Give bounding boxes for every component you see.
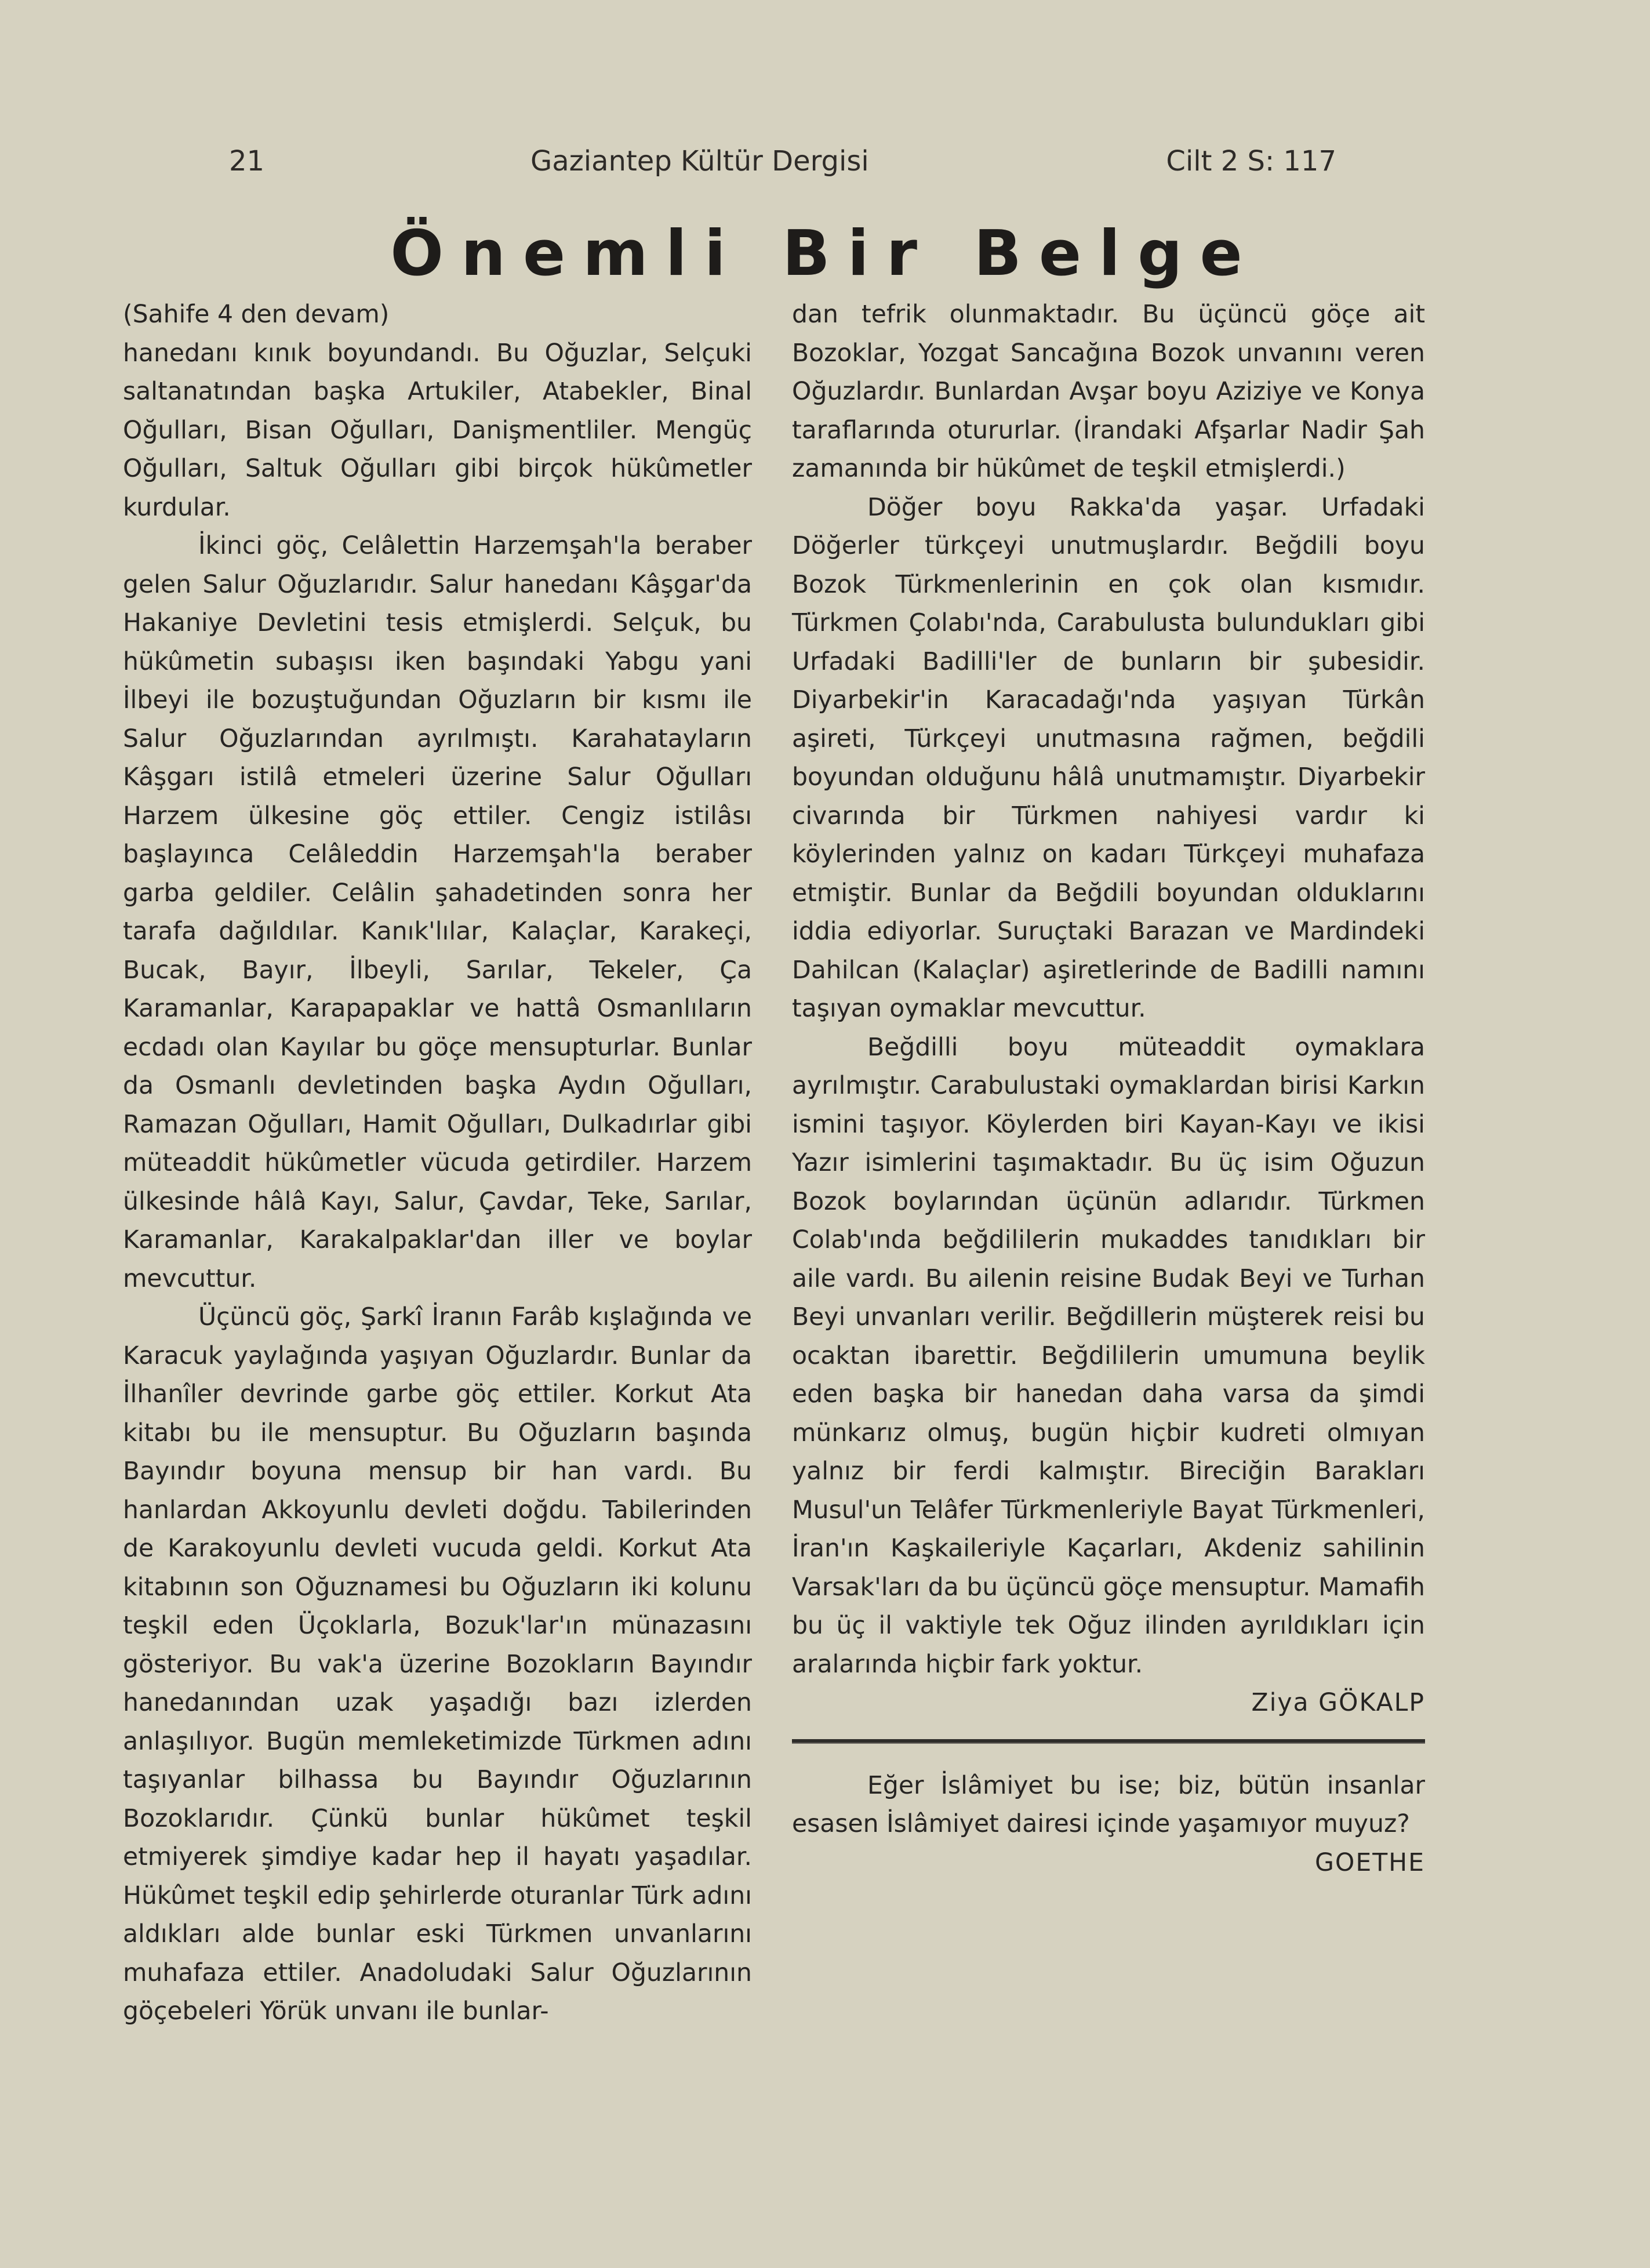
continued-note: (Sahife 4 den devam) <box>123 300 390 329</box>
journal-name: Gaziantep Kültür Dergisi <box>530 145 869 177</box>
page-header <box>229 145 1336 197</box>
divider-rule <box>792 1739 1425 1744</box>
paragraph: İkinci göç, Celâlettin Harzemşah'la beraber gelen Salur Oğuzlarıdır. Salur hanedanı Kâşgar'da Hakaniye Devletini tesis etmişlerdi. Selçuk, bu hükûmetin subaşısı iken başındaki Yabgu yani İlbeyi ile bozuştuğundan Oğuzların bir kısmı ile Salur Oğuzlarından ayrılmıştı. Karahatayların Kâşgarı istilâ etmeleri üzerine Salur Oğulları Harzem ülkesine göç ettiler. Cengiz istilâsı başlayınca Celâleddin Harzemşah'la beraber garba geldiler. Celâlin şahadetinden sonra her tarafa dağıldılar. Kanık'lılar, Kalaçlar, Karakeçi, Bucak, Bayır, İlbeyli, Sarılar, Tekeler, Ça Karamanlar, Karapapaklar ve hattâ Osmanlıların ecdadı olan Kayılar bu göçe mensupturlar. Bunlar da Osmanlı devletinden başka Aydın Oğulları, Ramazan Oğulları, Hamit Oğulları, Dulkadırlar gibi müteaddit hükûmetler vücuda getirdiler. Harzem ülkesinde hâlâ Kayı, Salur, Çavdar, Teke, Sarılar, Karamanlar, Karakalpaklar'dan iller ve boylar mevcuttur. <box>123 532 752 1293</box>
paragraph: Beğdilli boyu müteaddit oymaklara ayrılmıştır. Carabulustaki oymaklardan birisi Karkın ismini taşıyor. Köylerden biri Kayan-Kayı ve ikisi Yazır isimlerini taşımaktadır. Bu üç isim Oğuzun Bozok boylarından üçünün adlarıdır. Türkmen Colab'ında beğdililerin mukaddes tanıdıkları bir aile vardı. Bu ailenin reisine Budak Beyi ve Turhan Beyi unvanları verilir. Beğdillerin müşterek reisi bu ocaktan ibarettir. Beğdililerin umumuna beylik eden başka bir hanedan daha varsa da şimdi münkarız olmuş, bugün hiçbir kudreti olmıyan yalnız bir ferdi kalmıştır. Bireciğin Barakları Musul'un Telâfer Türkmenleriyle Bayat Türkmenleri, İran'ın Kaşkaileriyle Kaçarları, Akdeniz sahilinin Varsak'ları da bu üçüncü göçe mensuptur. Mamafih bu üç il vaktiyle tek Oğuz ilinden ayrıldıkları için aralarında hiçbir fark yoktur. <box>792 1033 1425 1679</box>
volume-issue: Cilt 2 S: 117 <box>1166 145 1336 177</box>
author-signature: Ziya GÖKALP <box>1251 1689 1425 1717</box>
left-column <box>123 296 752 2031</box>
quote-text: Eğer İslâmiyet bu ise; biz, bütün insanlar esasen İslâmiyet dairesi içinde yaşamıyor muyuz? <box>792 1771 1425 1838</box>
article-title: Önemli Bir Belge <box>390 217 1260 290</box>
paragraph: dan tefrik olunmaktadır. Bu üçüncü göçe ait Bozoklar, Yozgat Sancağına Bozok unvanını veren Oğuzlardır. Bunlardan Avşar boyu Aziziye ve Konya taraflarında otururlar. (İrandaki Afşarlar Nadir Şah zamanında bir hükûmet de teşkil etmişlerdi.) <box>792 300 1425 483</box>
quote-author: GOETHE <box>1314 1848 1425 1877</box>
paragraph: Döğer boyu Rakka'da yaşar. Urfadaki Döğerler türkçeyi unutmuşlardır. Beğdili boyu Bozok Türkmenlerinin en çok olan kısmıdır. Türkmen Çolabı'nda, Carabulusta bulundukları gibi Urfadaki Badilli'ler de bunların bir şubesidir. Diyarbekir'in Karacadağı'nda yaşıyan Türkân aşireti, Türkçeyi unutmasına rağmen, beğdili boyundan olduğunu hâlâ unutmamıştır. Diyarbekir civarında bir Türkmen nahiyesi vardır ki köylerinden yalnız on kadarı Türkçeyi muhafaza etmiştir. Bunlar da Beğdili boyundan olduklarını iddia ediyorlar. Suruçtaki Barazan ve Mardindeki Dahilcan (Kalaçlar) aşiretlerinde de Badilli namını taşıyan oymaklar mevcuttur. <box>792 493 1425 1023</box>
page-number: 21 <box>229 145 265 177</box>
right-column <box>792 296 1425 1882</box>
paragraph: Üçüncü göç, Şarkî İranın Farâb kışlağında ve Karacuk yaylağında yaşıyan Oğuzlardır. Bunlar da İlhanîler devrinde garbe göç ettiler. Korkut Ata kitabı bu ile mensuptur. Bu Oğuzların başında Bayındır boyuna mensup bir han vardı. Bu hanlardan Akkoyunlu devleti doğdu. Tabilerinden de Karakoyunlu devleti vucuda geldi. Korkut Ata kitabının son Oğuznamesi bu Oğuzların iki kolunu teşkil eden Üçoklarla, Bozuk'lar'ın münazasını gösteriyor. Bu vak'a üzerine Bozokların Bayındır hanedanından uzak yaşadığı bazı izlerden anlaşılıyor. Bugün memleketimizde Türkmen adını taşıyanlar bilhassa bu Bayındır Oğuzlarının Bozoklarıdır. Çünkü bunlar hükûmet teşkil etmiyerek şimdiye kadar hep il hayatı yaşadılar. Hükûmet teşkil edip şehirlerde oturanlar Türk adını aldıkları alde bunlar eski Türkmen unvanlarını muhafaza ettiler. Anadoludaki Salur Oğuzlarının göçebeleri Yörük unvanı ile bunlar- <box>123 1303 752 2026</box>
paragraph: hanedanı kınık boyundandı. Bu Oğuzlar, Selçuki saltanatından başka Artukiler, Atabekler, Binal Oğulları, Bisan Oğulları, Danişmentliler. Mengüç Oğulları, Saltuk Oğulları gibi birçok hükûmetler kurdular. <box>123 339 752 522</box>
